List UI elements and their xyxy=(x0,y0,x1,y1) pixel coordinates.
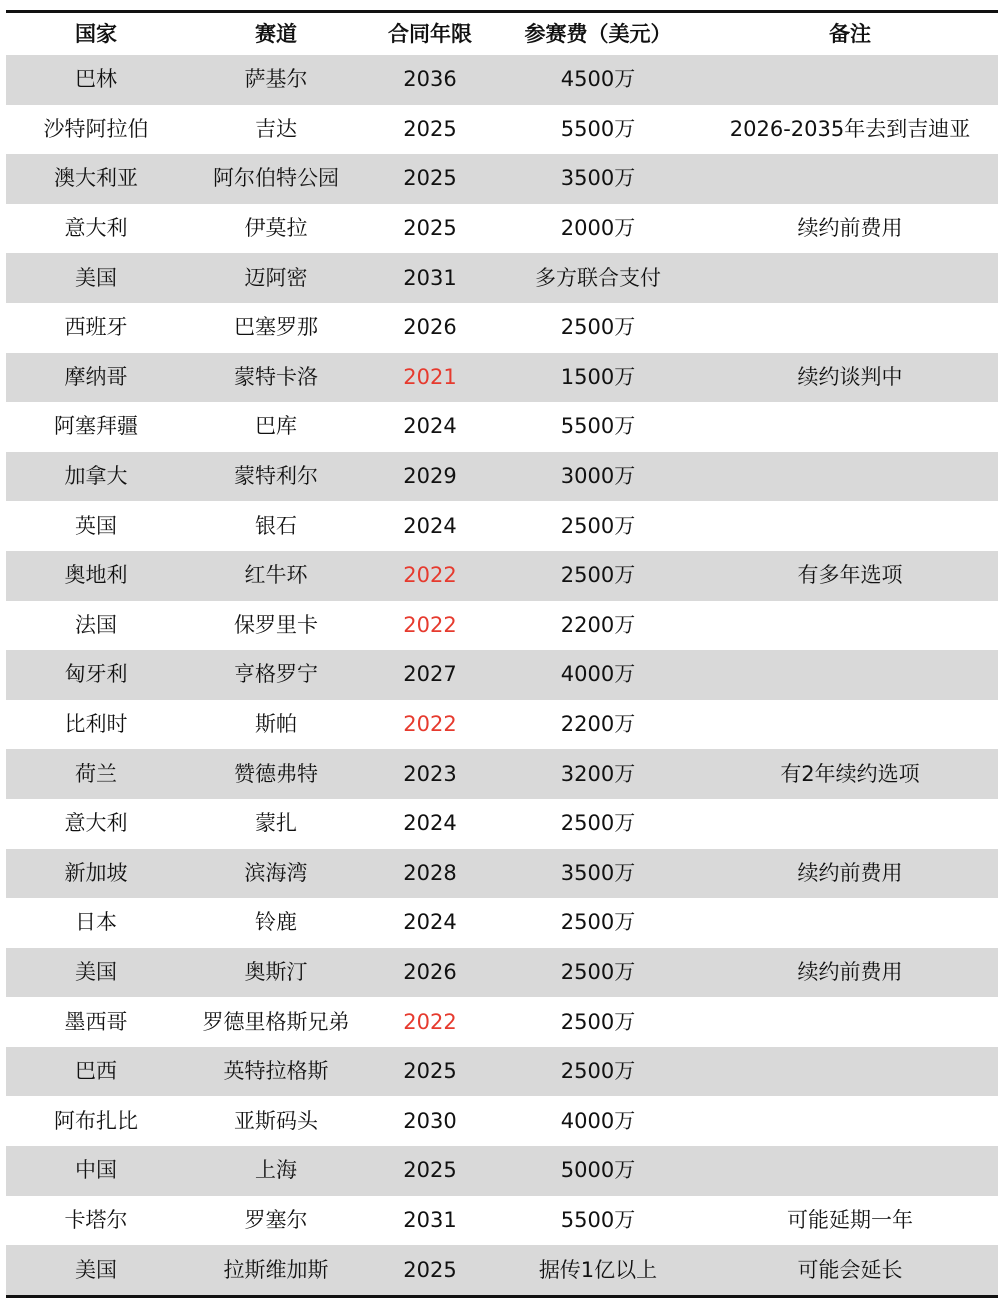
cell-contract-year: 2025 xyxy=(403,1158,457,1183)
cell-country: 英国 xyxy=(75,513,117,538)
cell-contract-year: 2022 xyxy=(403,612,457,637)
cell-fee: 2500万 xyxy=(560,513,636,538)
table-row xyxy=(6,1196,998,1246)
cell-fee: 2500万 xyxy=(560,563,636,588)
table-row xyxy=(6,501,998,551)
cell-country: 荷兰 xyxy=(75,761,117,786)
cell-note: 续约前费用 xyxy=(797,216,903,241)
cell-contract-year: 2025 xyxy=(403,1059,457,1084)
cell-track: 铃鹿 xyxy=(255,910,297,935)
table-row xyxy=(6,353,998,403)
table-row xyxy=(6,204,998,254)
cell-fee: 5500万 xyxy=(560,1207,636,1232)
table-row xyxy=(6,154,998,204)
cell-note: 可能会延长 xyxy=(797,1257,903,1282)
cell-fee: 1500万 xyxy=(560,364,636,389)
cell-track: 奥斯汀 xyxy=(244,959,308,984)
cell-note: 有2年续约选项 xyxy=(780,761,920,786)
cell-fee: 2500万 xyxy=(560,811,636,836)
table-row xyxy=(6,948,998,998)
table-row xyxy=(6,1047,998,1097)
cell-fee: 据传1亿以上 xyxy=(538,1257,658,1282)
cell-country: 西班牙 xyxy=(64,315,128,340)
cell-fee: 2200万 xyxy=(560,712,636,737)
table-row xyxy=(6,551,998,601)
cell-track: 巴塞罗那 xyxy=(234,315,318,340)
cell-note: 有多年选项 xyxy=(797,563,903,588)
cell-track: 吉达 xyxy=(255,116,297,141)
cell-fee: 2500万 xyxy=(560,315,636,340)
table-row xyxy=(6,601,998,651)
cell-fee: 4500万 xyxy=(560,67,636,92)
cell-fee: 2500万 xyxy=(560,1059,636,1084)
header-contract: 合同年限 xyxy=(388,21,472,46)
table-row xyxy=(6,749,998,799)
cell-fee: 5500万 xyxy=(560,414,636,439)
cell-fee: 3000万 xyxy=(560,464,636,489)
cell-track: 迈阿密 xyxy=(244,265,308,290)
cell-contract-year: 2024 xyxy=(403,414,457,439)
cell-note: 续约谈判中 xyxy=(797,364,903,389)
cell-contract-year: 2025 xyxy=(403,116,457,141)
cell-track: 亚斯码头 xyxy=(234,1108,318,1133)
header-country: 国家 xyxy=(75,21,117,46)
table-header-row xyxy=(6,13,998,55)
cell-contract-year: 2030 xyxy=(403,1108,457,1133)
cell-country: 巴林 xyxy=(75,67,117,92)
cell-contract-year: 2036 xyxy=(403,67,457,92)
cell-contract-year: 2024 xyxy=(403,513,457,538)
cell-track: 亨格罗宁 xyxy=(234,662,318,687)
cell-country: 墨西哥 xyxy=(64,1009,128,1034)
cell-contract-year: 2031 xyxy=(403,1207,457,1232)
cell-contract-year: 2026 xyxy=(403,315,457,340)
cell-country: 巴西 xyxy=(75,1059,117,1084)
table-row xyxy=(6,849,998,899)
cell-fee: 2500万 xyxy=(560,910,636,935)
cell-country: 比利时 xyxy=(64,712,128,737)
cell-country: 美国 xyxy=(75,1257,117,1282)
cell-country: 加拿大 xyxy=(64,464,128,489)
cell-country: 匈牙利 xyxy=(64,662,128,687)
table-row xyxy=(6,700,998,750)
cell-track: 滨海湾 xyxy=(244,860,308,885)
cell-contract-year: 2029 xyxy=(403,464,457,489)
cell-track: 罗德里格斯兄弟 xyxy=(202,1009,350,1034)
table-row xyxy=(6,253,998,303)
cell-fee: 5000万 xyxy=(560,1158,636,1183)
table-row xyxy=(6,105,998,155)
cell-country: 沙特阿拉伯 xyxy=(43,116,149,141)
cell-contract-year: 2022 xyxy=(403,1009,457,1034)
cell-track: 上海 xyxy=(255,1158,297,1183)
cell-contract-year: 2026 xyxy=(403,959,457,984)
cell-contract-year: 2022 xyxy=(403,712,457,737)
table-row xyxy=(6,402,998,452)
table-row xyxy=(6,799,998,849)
contract-table xyxy=(6,10,998,1298)
cell-fee: 3200万 xyxy=(560,761,636,786)
cell-contract-year: 2025 xyxy=(403,216,457,241)
cell-contract-year: 2021 xyxy=(403,364,457,389)
cell-fee: 4000万 xyxy=(560,1108,636,1133)
cell-track: 罗塞尔 xyxy=(244,1207,308,1232)
cell-country: 奥地利 xyxy=(64,563,128,588)
table-body xyxy=(6,55,998,1295)
cell-note: 2026-2035年去到吉迪亚 xyxy=(729,116,971,141)
cell-fee: 2200万 xyxy=(560,612,636,637)
table-row xyxy=(6,898,998,948)
cell-country: 意大利 xyxy=(64,811,128,836)
cell-note: 续约前费用 xyxy=(797,959,903,984)
header-track: 赛道 xyxy=(255,21,297,46)
table-row xyxy=(6,55,998,105)
table-row xyxy=(6,650,998,700)
cell-contract-year: 2024 xyxy=(403,910,457,935)
cell-track: 赞德弗特 xyxy=(234,761,318,786)
cell-country: 阿塞拜疆 xyxy=(54,414,138,439)
table-row xyxy=(6,997,998,1047)
cell-note: 续约前费用 xyxy=(797,860,903,885)
cell-country: 美国 xyxy=(75,265,117,290)
cell-country: 美国 xyxy=(75,959,117,984)
cell-track: 蒙特利尔 xyxy=(234,464,318,489)
cell-contract-year: 2031 xyxy=(403,265,457,290)
table-row xyxy=(6,1146,998,1196)
cell-country: 法国 xyxy=(75,612,117,637)
cell-contract-year: 2028 xyxy=(403,860,457,885)
cell-contract-year: 2023 xyxy=(403,761,457,786)
cell-fee: 2500万 xyxy=(560,1009,636,1034)
cell-fee: 2500万 xyxy=(560,959,636,984)
cell-fee: 5500万 xyxy=(560,116,636,141)
cell-track: 蒙扎 xyxy=(255,811,297,836)
cell-contract-year: 2025 xyxy=(403,166,457,191)
table-row xyxy=(6,1096,998,1146)
cell-country: 新加坡 xyxy=(64,860,128,885)
cell-fee: 3500万 xyxy=(560,166,636,191)
cell-country: 日本 xyxy=(75,910,117,935)
cell-contract-year: 2024 xyxy=(403,811,457,836)
cell-country: 中国 xyxy=(75,1158,117,1183)
cell-fee: 3500万 xyxy=(560,860,636,885)
cell-track: 伊莫拉 xyxy=(244,216,308,241)
cell-fee: 4000万 xyxy=(560,662,636,687)
cell-track: 拉斯维加斯 xyxy=(223,1257,329,1282)
cell-track: 保罗里卡 xyxy=(234,612,318,637)
cell-track: 英特拉格斯 xyxy=(223,1059,329,1084)
cell-contract-year: 2027 xyxy=(403,662,457,687)
cell-track: 萨基尔 xyxy=(244,67,308,92)
cell-country: 意大利 xyxy=(64,216,128,241)
cell-country: 澳大利亚 xyxy=(54,166,138,191)
cell-contract-year: 2022 xyxy=(403,563,457,588)
table-row xyxy=(6,452,998,502)
cell-note: 可能延期一年 xyxy=(787,1207,913,1232)
cell-country: 阿布扎比 xyxy=(54,1108,138,1133)
cell-track: 阿尔伯特公园 xyxy=(213,166,339,191)
table-row xyxy=(6,303,998,353)
cell-country: 摩纳哥 xyxy=(64,364,128,389)
table-bottom-rule xyxy=(6,1295,998,1298)
table-row xyxy=(6,1245,998,1295)
cell-fee: 2000万 xyxy=(560,216,636,241)
cell-track: 红牛环 xyxy=(244,563,308,588)
header-note: 备注 xyxy=(829,21,871,46)
cell-track: 斯帕 xyxy=(255,712,297,737)
cell-track: 银石 xyxy=(255,513,297,538)
cell-track: 蒙特卡洛 xyxy=(234,364,318,389)
cell-fee: 多方联合支付 xyxy=(535,265,661,290)
cell-contract-year: 2025 xyxy=(403,1257,457,1282)
header-fee: 参赛费（美元） xyxy=(524,21,672,46)
cell-track: 巴库 xyxy=(255,414,297,439)
cell-country: 卡塔尔 xyxy=(64,1207,128,1232)
